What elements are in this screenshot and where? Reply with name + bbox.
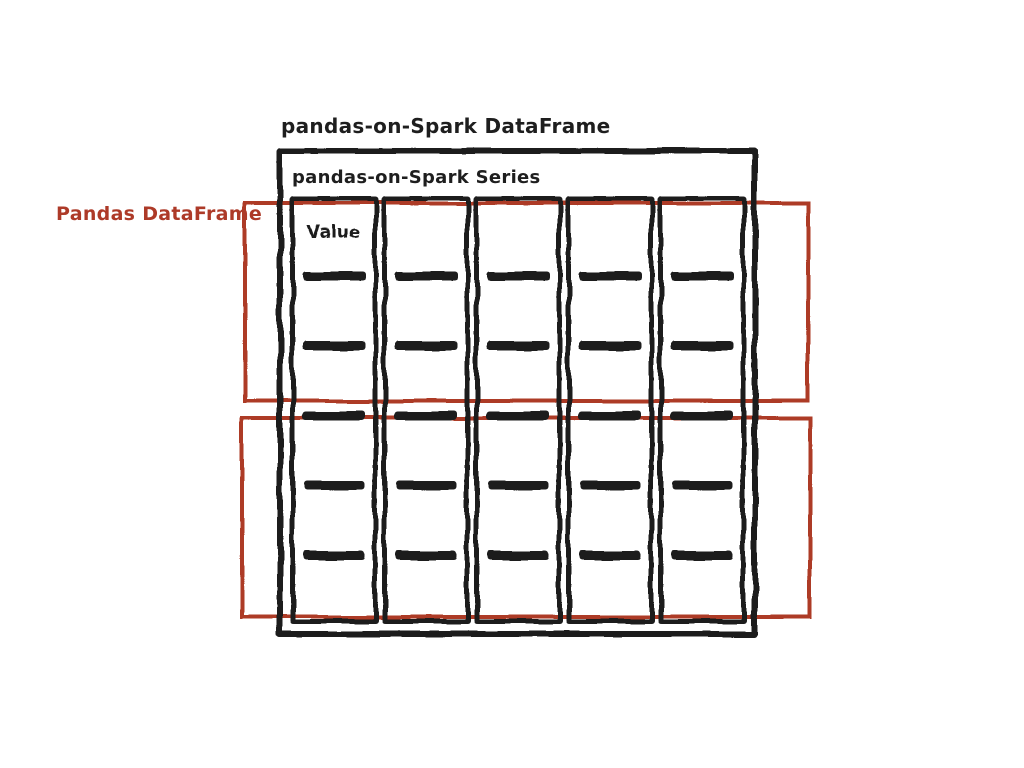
row-value-mark — [303, 481, 365, 490]
row-value-mark — [671, 481, 733, 490]
row-value-mark — [671, 411, 733, 420]
series-column-4 — [566, 196, 654, 624]
series-column-5 — [658, 196, 746, 624]
row-value-mark — [487, 481, 549, 490]
row-value-mark — [671, 551, 733, 560]
row-value-mark — [395, 341, 457, 350]
row-value-mark — [671, 271, 733, 280]
pandas-on-spark-dataframe-title: pandas-on-Spark DataFrame — [281, 114, 611, 138]
row-value-mark — [487, 551, 549, 560]
row-value-mark — [579, 341, 641, 350]
row-value-mark — [671, 341, 733, 350]
row-value-mark — [395, 551, 457, 560]
row-value-mark — [579, 551, 641, 560]
row-value-mark — [487, 411, 549, 420]
row-value-mark — [303, 271, 365, 280]
series-column-1 — [290, 196, 378, 624]
row-value-mark — [579, 411, 641, 420]
row-value-mark — [303, 411, 365, 420]
row-value-mark — [579, 271, 641, 280]
row-value-mark — [395, 411, 457, 420]
value-column-header: Value — [307, 223, 361, 243]
row-value-mark — [487, 341, 549, 350]
row-value-mark — [395, 481, 457, 490]
row-value-mark — [303, 551, 365, 560]
row-value-mark — [579, 481, 641, 490]
row-value-mark — [487, 271, 549, 280]
pandas-dataframe-label: Pandas DataFrame — [56, 203, 263, 225]
pandas-on-spark-series-label: pandas-on-Spark Series — [292, 167, 541, 188]
series-column-2 — [382, 196, 470, 624]
series-column-3 — [474, 196, 562, 624]
row-value-mark — [395, 271, 457, 280]
row-value-mark — [303, 341, 365, 350]
